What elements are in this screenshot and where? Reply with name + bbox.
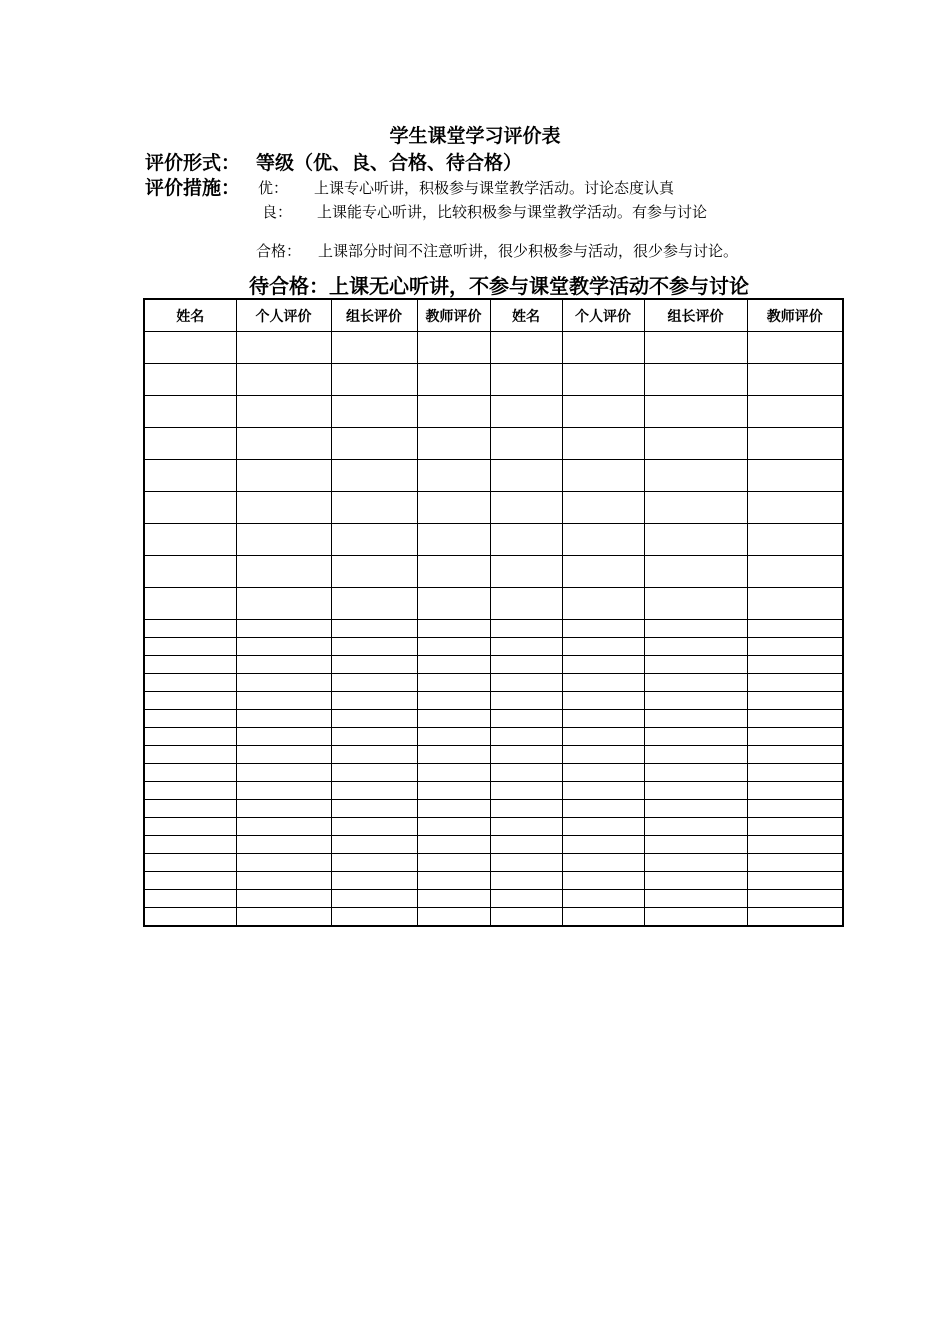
table-cell[interactable] xyxy=(562,674,644,692)
table-row xyxy=(144,818,843,836)
table-cell[interactable] xyxy=(490,364,562,396)
criterion-pending: 待合格：上课无心听讲，不参与课堂教学活动不参与讨论 xyxy=(249,274,749,298)
table-cell[interactable] xyxy=(236,524,331,556)
evaluation-table xyxy=(143,298,844,927)
table-cell[interactable] xyxy=(144,588,236,620)
table-cell[interactable] xyxy=(236,800,331,818)
table-cell[interactable] xyxy=(490,836,562,854)
table-cell[interactable] xyxy=(562,638,644,656)
table-cell[interactable] xyxy=(144,396,236,428)
table-row xyxy=(144,556,843,588)
table-cell[interactable] xyxy=(236,364,331,396)
table-cell[interactable] xyxy=(331,908,417,927)
table-cell[interactable] xyxy=(644,492,747,524)
table-row xyxy=(144,332,843,364)
table-cell[interactable] xyxy=(747,764,843,782)
table-row xyxy=(144,396,843,428)
table-row xyxy=(144,674,843,692)
table-cell[interactable] xyxy=(747,556,843,588)
table-cell[interactable] xyxy=(236,588,331,620)
table-cell[interactable] xyxy=(331,710,417,728)
table-cell[interactable] xyxy=(747,872,843,890)
table-row xyxy=(144,656,843,674)
criterion-grade-pass: 合格： xyxy=(256,242,302,260)
table-cell[interactable] xyxy=(747,800,843,818)
table-cell[interactable] xyxy=(644,836,747,854)
table-cell[interactable] xyxy=(644,818,747,836)
table-cell[interactable] xyxy=(490,872,562,890)
table-cell[interactable] xyxy=(562,800,644,818)
table-cell[interactable] xyxy=(331,364,417,396)
table-row xyxy=(144,764,843,782)
table-cell[interactable] xyxy=(562,908,644,927)
table-row xyxy=(144,710,843,728)
table-cell[interactable] xyxy=(144,782,236,800)
table-cell[interactable] xyxy=(236,332,331,364)
table-cell[interactable] xyxy=(644,908,747,927)
table-cell[interactable] xyxy=(417,396,490,428)
table-row xyxy=(144,492,843,524)
table-cell[interactable] xyxy=(144,818,236,836)
table-cell[interactable] xyxy=(490,556,562,588)
criterion-grade-excellent: 优： xyxy=(258,179,289,197)
table-cell[interactable] xyxy=(144,836,236,854)
table-cell[interactable] xyxy=(644,364,747,396)
table-cell[interactable] xyxy=(417,800,490,818)
table-cell[interactable] xyxy=(562,620,644,638)
measures-label: 评价措施： xyxy=(145,177,241,199)
table-cell[interactable] xyxy=(331,692,417,710)
table-cell[interactable] xyxy=(562,492,644,524)
table-cell[interactable] xyxy=(236,854,331,872)
table-cell[interactable] xyxy=(331,638,417,656)
table-cell[interactable] xyxy=(417,836,490,854)
table-cell[interactable] xyxy=(417,428,490,460)
table-cell[interactable] xyxy=(144,692,236,710)
table-cell[interactable] xyxy=(417,588,490,620)
table-cell[interactable] xyxy=(562,692,644,710)
table-cell[interactable] xyxy=(644,656,747,674)
table-row xyxy=(144,908,843,927)
table-cell[interactable] xyxy=(644,746,747,764)
header-teacher-eval-2: 教师评价 xyxy=(747,299,843,332)
table-cell[interactable] xyxy=(562,818,644,836)
table-cell[interactable] xyxy=(490,782,562,800)
table-cell[interactable] xyxy=(490,674,562,692)
table-cell[interactable] xyxy=(747,656,843,674)
table-cell[interactable] xyxy=(747,620,843,638)
table-cell[interactable] xyxy=(331,332,417,364)
table-cell[interactable] xyxy=(417,782,490,800)
table-cell[interactable] xyxy=(144,728,236,746)
table-cell[interactable] xyxy=(644,728,747,746)
table-cell[interactable] xyxy=(562,460,644,492)
table-cell[interactable] xyxy=(644,692,747,710)
table-row xyxy=(144,872,843,890)
table-cell[interactable] xyxy=(236,656,331,674)
table-row xyxy=(144,854,843,872)
table-cell[interactable] xyxy=(490,710,562,728)
table-cell[interactable] xyxy=(644,782,747,800)
table-cell[interactable] xyxy=(490,890,562,908)
table-cell[interactable] xyxy=(236,710,331,728)
table-row xyxy=(144,460,843,492)
table-cell[interactable] xyxy=(490,396,562,428)
table-cell[interactable] xyxy=(747,674,843,692)
table-cell[interactable] xyxy=(644,396,747,428)
table-cell[interactable] xyxy=(331,674,417,692)
table-cell[interactable] xyxy=(644,890,747,908)
table-row xyxy=(144,728,843,746)
table-row xyxy=(144,782,843,800)
table-cell[interactable] xyxy=(490,332,562,364)
header-name-2: 姓名 xyxy=(490,299,562,332)
table-cell[interactable] xyxy=(644,428,747,460)
table-cell[interactable] xyxy=(331,460,417,492)
table-cell[interactable] xyxy=(490,746,562,764)
table-cell[interactable] xyxy=(747,890,843,908)
table-cell[interactable] xyxy=(331,492,417,524)
table-cell[interactable] xyxy=(236,782,331,800)
table-cell[interactable] xyxy=(490,620,562,638)
table-cell[interactable] xyxy=(562,836,644,854)
table-cell[interactable] xyxy=(236,460,331,492)
table-cell[interactable] xyxy=(236,428,331,460)
table-row xyxy=(144,746,843,764)
table-cell[interactable] xyxy=(490,638,562,656)
criterion-grade-good: 良： xyxy=(262,203,293,221)
page-title: 学生课堂学习评价表 xyxy=(389,125,561,147)
table-cell[interactable] xyxy=(331,746,417,764)
table-cell[interactable] xyxy=(490,428,562,460)
criterion-text-pass: 上课部分时间不注意听讲，很少积极参与活动，很少参与讨论。 xyxy=(318,242,739,260)
table-cell[interactable] xyxy=(417,692,490,710)
table-cell[interactable] xyxy=(144,656,236,674)
table-cell[interactable] xyxy=(562,396,644,428)
table-cell[interactable] xyxy=(490,656,562,674)
table-cell[interactable] xyxy=(331,588,417,620)
criterion-text-excellent: 上课专心听讲，积极参与课堂教学活动。讨论态度认真 xyxy=(314,179,675,197)
table-cell[interactable] xyxy=(747,428,843,460)
table-cell[interactable] xyxy=(644,588,747,620)
table-cell[interactable] xyxy=(747,332,843,364)
table-cell[interactable] xyxy=(331,782,417,800)
table-cell[interactable] xyxy=(144,460,236,492)
header-teacher-eval-1: 教师评价 xyxy=(417,299,490,332)
table-cell[interactable] xyxy=(417,710,490,728)
table-cell[interactable] xyxy=(236,818,331,836)
table-cell[interactable] xyxy=(144,524,236,556)
table-cell[interactable] xyxy=(417,890,490,908)
table-cell[interactable] xyxy=(644,332,747,364)
header-self-eval-2: 个人评价 xyxy=(562,299,644,332)
table-cell[interactable] xyxy=(644,800,747,818)
table-cell[interactable] xyxy=(417,460,490,492)
table-row xyxy=(144,588,843,620)
table-row xyxy=(144,800,843,818)
header-leader-eval-1: 组长评价 xyxy=(331,299,417,332)
table-cell[interactable] xyxy=(144,710,236,728)
table-cell[interactable] xyxy=(747,746,843,764)
table-cell[interactable] xyxy=(236,492,331,524)
table-cell[interactable] xyxy=(331,728,417,746)
table-cell[interactable] xyxy=(417,908,490,927)
table-cell[interactable] xyxy=(644,674,747,692)
table-cell[interactable] xyxy=(747,396,843,428)
table-cell[interactable] xyxy=(331,656,417,674)
header-self-eval-1: 个人评价 xyxy=(236,299,331,332)
table-cell[interactable] xyxy=(417,746,490,764)
table-cell[interactable] xyxy=(331,836,417,854)
table-cell[interactable] xyxy=(236,890,331,908)
table-cell[interactable] xyxy=(562,746,644,764)
table-cell[interactable] xyxy=(417,556,490,588)
table-cell[interactable] xyxy=(562,728,644,746)
table-cell[interactable] xyxy=(644,638,747,656)
table-cell[interactable] xyxy=(562,854,644,872)
table-cell[interactable] xyxy=(417,492,490,524)
table-cell[interactable] xyxy=(747,588,843,620)
table-cell[interactable] xyxy=(144,872,236,890)
table-cell[interactable] xyxy=(144,638,236,656)
table-cell[interactable] xyxy=(490,492,562,524)
table-cell[interactable] xyxy=(747,492,843,524)
header-name-1: 姓名 xyxy=(144,299,236,332)
table-cell[interactable] xyxy=(644,556,747,588)
table-cell[interactable] xyxy=(236,396,331,428)
table-cell[interactable] xyxy=(236,556,331,588)
table-cell[interactable] xyxy=(144,800,236,818)
table-cell[interactable] xyxy=(417,818,490,836)
table-cell[interactable] xyxy=(490,728,562,746)
table-cell[interactable] xyxy=(144,908,236,927)
table-cell[interactable] xyxy=(417,872,490,890)
table-cell[interactable] xyxy=(747,364,843,396)
table-cell[interactable] xyxy=(417,728,490,746)
table-cell[interactable] xyxy=(490,908,562,927)
table-cell[interactable] xyxy=(331,524,417,556)
table-cell[interactable] xyxy=(331,800,417,818)
table-cell[interactable] xyxy=(331,764,417,782)
table-cell[interactable] xyxy=(417,656,490,674)
table-cell[interactable] xyxy=(644,872,747,890)
table-cell[interactable] xyxy=(490,524,562,556)
table-cell[interactable] xyxy=(236,638,331,656)
table-cell[interactable] xyxy=(331,854,417,872)
table-row xyxy=(144,890,843,908)
table-cell[interactable] xyxy=(417,764,490,782)
table-cell[interactable] xyxy=(331,428,417,460)
table-cell[interactable] xyxy=(144,428,236,460)
table-row xyxy=(144,364,843,396)
table-row xyxy=(144,620,843,638)
table-cell[interactable] xyxy=(236,728,331,746)
table-row xyxy=(144,428,843,460)
table-cell[interactable] xyxy=(747,524,843,556)
table-cell[interactable] xyxy=(144,620,236,638)
table-cell[interactable] xyxy=(562,588,644,620)
table-cell[interactable] xyxy=(331,818,417,836)
table-cell[interactable] xyxy=(144,364,236,396)
table-row xyxy=(144,836,843,854)
table-cell[interactable] xyxy=(417,620,490,638)
table-cell[interactable] xyxy=(236,746,331,764)
table-cell[interactable] xyxy=(562,332,644,364)
table-cell[interactable] xyxy=(417,364,490,396)
table-cell[interactable] xyxy=(331,396,417,428)
table-cell[interactable] xyxy=(144,556,236,588)
table-cell[interactable] xyxy=(747,836,843,854)
form-label: 评价形式： xyxy=(145,152,241,174)
table-cell[interactable] xyxy=(562,556,644,588)
form-value: 等级（优、良、合格、待合格） xyxy=(256,152,523,174)
table-cell[interactable] xyxy=(417,674,490,692)
table-cell[interactable] xyxy=(562,764,644,782)
table-cell[interactable] xyxy=(331,872,417,890)
table-cell[interactable] xyxy=(562,656,644,674)
table-cell[interactable] xyxy=(417,638,490,656)
table-header-row xyxy=(144,299,843,332)
table-cell[interactable] xyxy=(562,364,644,396)
table-cell[interactable] xyxy=(236,692,331,710)
table-cell[interactable] xyxy=(562,782,644,800)
table-cell[interactable] xyxy=(644,854,747,872)
table-cell[interactable] xyxy=(747,710,843,728)
table-cell[interactable] xyxy=(644,620,747,638)
table-cell[interactable] xyxy=(490,854,562,872)
table-row xyxy=(144,692,843,710)
table-cell[interactable] xyxy=(490,818,562,836)
table-cell[interactable] xyxy=(644,764,747,782)
table-cell[interactable] xyxy=(144,332,236,364)
table-cell[interactable] xyxy=(562,710,644,728)
table-cell[interactable] xyxy=(490,800,562,818)
table-row xyxy=(144,524,843,556)
table-cell[interactable] xyxy=(747,692,843,710)
table-cell[interactable] xyxy=(144,890,236,908)
table-cell[interactable] xyxy=(236,908,331,927)
table-cell[interactable] xyxy=(144,746,236,764)
table-cell[interactable] xyxy=(562,890,644,908)
table-row xyxy=(144,638,843,656)
table-cell[interactable] xyxy=(236,764,331,782)
table-cell[interactable] xyxy=(417,854,490,872)
table-cell[interactable] xyxy=(747,782,843,800)
table-cell[interactable] xyxy=(747,818,843,836)
table-cell[interactable] xyxy=(644,460,747,492)
table-cell[interactable] xyxy=(747,908,843,927)
criterion-text-good: 上课能专心听讲，比较积极参与课堂教学活动。有参与讨论 xyxy=(317,203,708,221)
table-cell[interactable] xyxy=(144,674,236,692)
table-cell[interactable] xyxy=(644,524,747,556)
table-cell[interactable] xyxy=(417,524,490,556)
table-cell[interactable] xyxy=(331,556,417,588)
table-cell[interactable] xyxy=(562,872,644,890)
table-cell[interactable] xyxy=(644,710,747,728)
table-cell[interactable] xyxy=(490,588,562,620)
table-cell[interactable] xyxy=(562,524,644,556)
table-cell[interactable] xyxy=(747,728,843,746)
table-cell[interactable] xyxy=(417,332,490,364)
table-cell[interactable] xyxy=(236,872,331,890)
table-cell[interactable] xyxy=(562,428,644,460)
table-cell[interactable] xyxy=(236,836,331,854)
table-cell[interactable] xyxy=(747,460,843,492)
table-cell[interactable] xyxy=(236,620,331,638)
header-leader-eval-2: 组长评价 xyxy=(644,299,747,332)
table-cell[interactable] xyxy=(144,764,236,782)
table-cell[interactable] xyxy=(144,854,236,872)
table-cell[interactable] xyxy=(490,692,562,710)
table-cell[interactable] xyxy=(747,638,843,656)
table-cell[interactable] xyxy=(747,854,843,872)
table-cell[interactable] xyxy=(490,460,562,492)
table-cell[interactable] xyxy=(331,620,417,638)
table-cell[interactable] xyxy=(236,674,331,692)
table-cell[interactable] xyxy=(490,764,562,782)
table-cell[interactable] xyxy=(144,492,236,524)
table-cell[interactable] xyxy=(331,890,417,908)
